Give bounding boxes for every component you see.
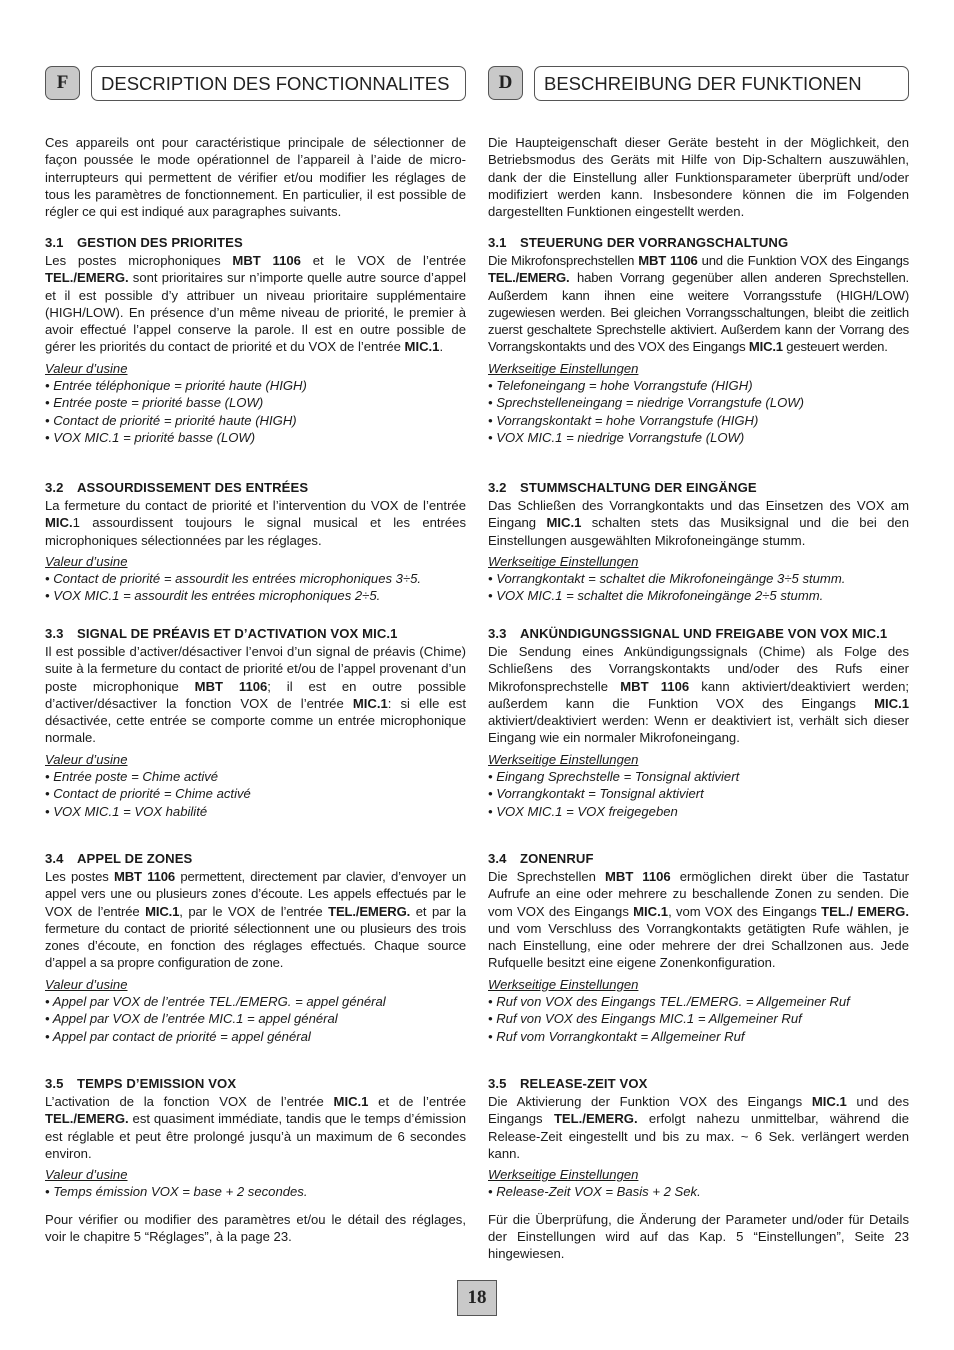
- list-item: • Appel par VOX de l’entrée MIC.1 = appel général: [45, 1011, 338, 1027]
- list-item: • Vorrangkontakt = Tonsignal aktiviert: [488, 786, 704, 802]
- section-paragraph: Die Sprechstellen MBT 1106 ermöglichen direkt über die Tastatur Aufrufe an eine oder mehrere zu beschallende Zonen zu senden. Die vom VOX des Eingangs MIC.1, vom VOX des Eingangs TEL./ EMERG. und vom Verschluss des Vorrangkontakts getätigten Rufe wählen, je nach Einstellung, eine oder mehrere der drei Schallzonen aus. Jede Rufquelle besitzt eine eigene Zonenkonfiguration.: [488, 869, 910, 971]
- factory-settings-label: Valeur d’usine: [45, 751, 128, 767]
- section-paragraph: Il est possible d’activer/désactiver l’envoi d’un signal de préavis (Chime) suite à la fermeture du contact de priorité et/ou de l’appel provenant d’un poste microphonique MBT 1106; il est en outre possible d’activer/désactiver la fonction VOX de l’entrée MIC.1: si elle est désactivée, cette entrée se comporte comme un entrée microphonique normale.: [45, 644, 467, 746]
- closing-paragraph: Pour vérifier ou modifier des paramètres et/ou le détail des réglages, voir le chapitre 5 “Réglages”, à la page 23.: [45, 1211, 466, 1245]
- list-item: • VOX MIC.1 = schaltet die Mikrofoneingänge 2÷5 stumm.: [488, 588, 824, 604]
- section-heading: 3.3 ANKÜNDIGUNGSSIGNAL UND FREIGABE VON VOX MIC.1: [488, 626, 888, 641]
- list-item: • Contact de priorité = Chime activé: [45, 786, 251, 802]
- list-item: • Temps émission VOX = base + 2 secondes.: [45, 1184, 308, 1200]
- section-heading: 3.2 STUMMSCHALTUNG DER EINGÄNGE: [488, 480, 757, 495]
- section-3-5-german: [488, 1075, 909, 1263]
- section-3-3-french: [45, 625, 466, 820]
- list-item: • Eingang Sprechstelle = Tonsignal aktiviert: [488, 769, 740, 785]
- list-item: • Ruf vom Vorrangkontakt = Allgemeiner Ruf: [488, 1028, 745, 1044]
- section-heading: 3.5 TEMPS D’EMISSION VOX: [45, 1076, 237, 1091]
- factory-settings-label: Valeur d’usine: [45, 1167, 128, 1183]
- list-item: • Contact de priorité = assourdit les entrées microphoniques 3÷5.: [45, 571, 422, 587]
- section-heading: 3.2 ASSOURDISSEMENT DES ENTRÉES: [45, 480, 309, 495]
- closing-paragraph: Für die Überprüfung, die Änderung der Parameter und/oder für Details der Einstellungen wird auf das Kap. 5 “Einstellungen”, Seite 23 hingewiesen.: [488, 1211, 909, 1262]
- factory-settings-label: Werkseitige Einstellungen: [488, 1167, 639, 1183]
- page-number: 18: [457, 1280, 497, 1316]
- section-paragraph: Les postes microphoniques MBT 1106 et le VOX de l’entrée TEL./EMERG. sont prioritaires sur n’importe quelle autre source d’appel et il est possible d’y attribuer un niveau prioritaire supplémentaire (HIGH/LOW). En présence d’un même niveau de priorité, le premier à avoir effectué l’appel conserve la parole. Il est en outre possible de gérer les priorités du contact de priorité et du VOX de l’entrée MIC.1.: [45, 253, 466, 355]
- list-item: • VOX MIC.1 = VOX freigegeben: [488, 803, 678, 819]
- section-heading: 3.4 APPEL DE ZONES: [45, 851, 193, 866]
- language-badge-d: D: [488, 66, 523, 100]
- section-title-french: DESCRIPTION DES FONCTIONNALITES: [91, 66, 466, 101]
- section-paragraph: La fermeture du contact de priorité et l’intervention du VOX de l’entrée MIC.1 assourdissent toujours le signal musical et les entrées microphoniques sélectionnées par les réglages.: [45, 498, 466, 548]
- section-header-german: [488, 66, 909, 100]
- list-item: • VOX MIC.1 = assourdit les entrées microphoniques 2÷5.: [45, 588, 381, 604]
- section-paragraph: Die Mikrofonsprechstellen MBT 1106 und die Funktion VOX des Eingangs TEL./EMERG. haben Vorrang gegenüber allen anderen Sprechstellen. Außerdem kann ihnen eine weitere Vorrangsstufe (HIGH/LOW) zugewiesen werden. Bei gleichen Vorrangsschaltungen, bleibt die zeitlich zuerst geschaltete Sprechstelle aktiviert. Außerdem kann der Vorrang des Vorrangskontakts und des VOX des Eingangs MIC.1 gesteuert werden.: [488, 253, 909, 355]
- section-3-5-french: [45, 1075, 466, 1245]
- list-item: • Ruf von VOX des Eingangs MIC.1 = Allgemeiner Ruf: [488, 1011, 802, 1027]
- section-heading: 3.1 GESTION DES PRIORITES: [45, 235, 243, 250]
- intro-german: [488, 134, 909, 220]
- intro-paragraph: Die Haupteigenschaft dieser Geräte besteht in der Möglichkeit, den Betriebsmodus des Geräts mit Hilfe von Dip-Schaltern auszuwählen, dank der die Einstellung aller Funktionsparameter überprüft und/oder modifiziert werden kann. Insbesondere können die im Folgenden dargestellten Funktionen eingestellt werden.: [488, 135, 909, 220]
- factory-settings-label: Werkseitige Einstellungen: [488, 553, 639, 569]
- section-heading: 3.3 SIGNAL DE PRÉAVIS ET D’ACTIVATION VOX MIC.1: [45, 626, 398, 641]
- section-paragraph: Die Sendung eines Ankündigungssignals (Chime) als Folge des Schließens des Vorrangskontakts und/oder des Rufs einer Mikrofonsprechstelle MBT 1106 kann aktiviert/deaktiviert werden; außerdem kann die Funktion VOX des Eingangs MIC.1 aktiviert/deaktiviert werden: Wenn er deaktiviert ist, verhält sich dieser Eingang wie ein normaler Mikrofoneingang.: [488, 644, 909, 746]
- section-heading: 3.5 RELEASE-ZEIT VOX: [488, 1076, 648, 1091]
- section-heading: 3.1 STEUERUNG DER VORRANGSCHALTUNG: [488, 235, 789, 250]
- factory-settings-label: Valeur d’usine: [45, 976, 128, 992]
- factory-settings-label: Werkseitige Einstellungen: [488, 976, 639, 992]
- factory-settings-label: Werkseitige Einstellungen: [488, 360, 639, 376]
- section-3-1-german: [488, 234, 909, 446]
- list-item: • Sprechstelleneingang = niedrige Vorrangstufe (LOW): [488, 395, 804, 411]
- list-item: • Entrée poste = priorité basse (LOW): [45, 395, 264, 411]
- list-item: • Vorrangkontakt = schaltet die Mikrofoneingänge 3÷5 stumm.: [488, 571, 846, 587]
- section-paragraph: Les postes MBT 1106 permettent, directement par clavier, d’envoyer un appel vers une ou plusieurs zones d’écoute. Les appels effectués par le VOX de l’entrée MIC.1, par le VOX de l’entrée TEL./EMERG. et par la fermeture du contact de priorité sélectionnent une ou plusieurs des trois zones d’écoute, en fonction des réglages effectués. Chaque source d’appel a sa propre configuration de zone.: [45, 869, 466, 971]
- section-title-german: BESCHREIBUNG DER FUNKTIONEN: [534, 66, 909, 101]
- section-3-1-french: [45, 234, 466, 446]
- factory-settings-label: Werkseitige Einstellungen: [488, 751, 639, 767]
- list-item: • Contact de priorité = priorité haute (HIGH): [45, 412, 297, 428]
- list-item: • VOX MIC.1 = niedrige Vorrangstufe (LOW): [488, 429, 745, 445]
- list-item: • Telefoneingang = hohe Vorrangstufe (HIGH): [488, 378, 753, 394]
- factory-settings-label: Valeur d’usine: [45, 360, 128, 376]
- list-item: • Entrée poste = Chime activé: [45, 769, 219, 785]
- section-paragraph: Das Schließen des Vorrangkontakts und das Einsetzen des VOX am Eingang MIC.1 schalten stets das Musiksignal und die bei den Einstellungen ausgewählten Mikrofoneingänge stumm.: [488, 498, 909, 548]
- list-item: • Appel par contact de priorité = appel général: [45, 1028, 311, 1044]
- list-item: • Appel par VOX de l’entrée TEL./EMERG. = appel général: [45, 994, 386, 1010]
- section-3-4-german: [488, 850, 909, 1045]
- list-item: • Vorrangskontakt = hohe Vorrangstufe (HIGH): [488, 412, 759, 428]
- section-heading: 3.4 ZONENRUF: [488, 851, 594, 866]
- section-3-4-french: [45, 850, 466, 1045]
- intro-paragraph: Ces appareils ont pour caractéristique principale de sélectionner de façon poussée le mode opérationnel de l’appareil à l’aide de micro-interrupteurs qui permettent de vérifier et/ou modifier les réglages de tous les paramètres de fonctionnement. En particulier, il est possible de régler ce qui est indiqué aux paragraphes suivants.: [45, 135, 466, 220]
- list-item: • Release-Zeit VOX = Basis + 2 Sek.: [488, 1184, 701, 1200]
- list-item: • Ruf von VOX des Eingangs TEL./EMERG. = Allgemeiner Ruf: [488, 994, 850, 1010]
- section-paragraph: Die Aktivierung der Funktion VOX des Eingangs MIC.1 und des Eingangs TEL./EMERG. erfolgt nahezu unmittelbar, während die Release-Zeit eingestellt und bis zu max. ~ 6 Sek. verlängert werden kann.: [488, 1094, 910, 1161]
- section-3-3-german: [488, 625, 909, 820]
- list-item: • Entrée téléphonique = priorité haute (HIGH): [45, 378, 307, 394]
- factory-settings-label: Valeur d’usine: [45, 553, 128, 569]
- section-3-2-german: [488, 479, 909, 605]
- section-3-2-french: [45, 479, 466, 605]
- section-header-french: [45, 66, 466, 100]
- intro-french: [45, 134, 466, 220]
- list-item: • VOX MIC.1 = priorité basse (LOW): [45, 429, 256, 445]
- language-badge-f: F: [45, 66, 80, 100]
- list-item: • VOX MIC.1 = VOX habilité: [45, 803, 208, 819]
- section-paragraph: L’activation de la fonction VOX de l’entrée MIC.1 et de l’entrée TEL./EMERG. est quasiment immédiate, tandis que le temps d’émission est réglable et peut être prolongé jusqu’à un maximum de 6 secondes environ.: [45, 1094, 467, 1161]
